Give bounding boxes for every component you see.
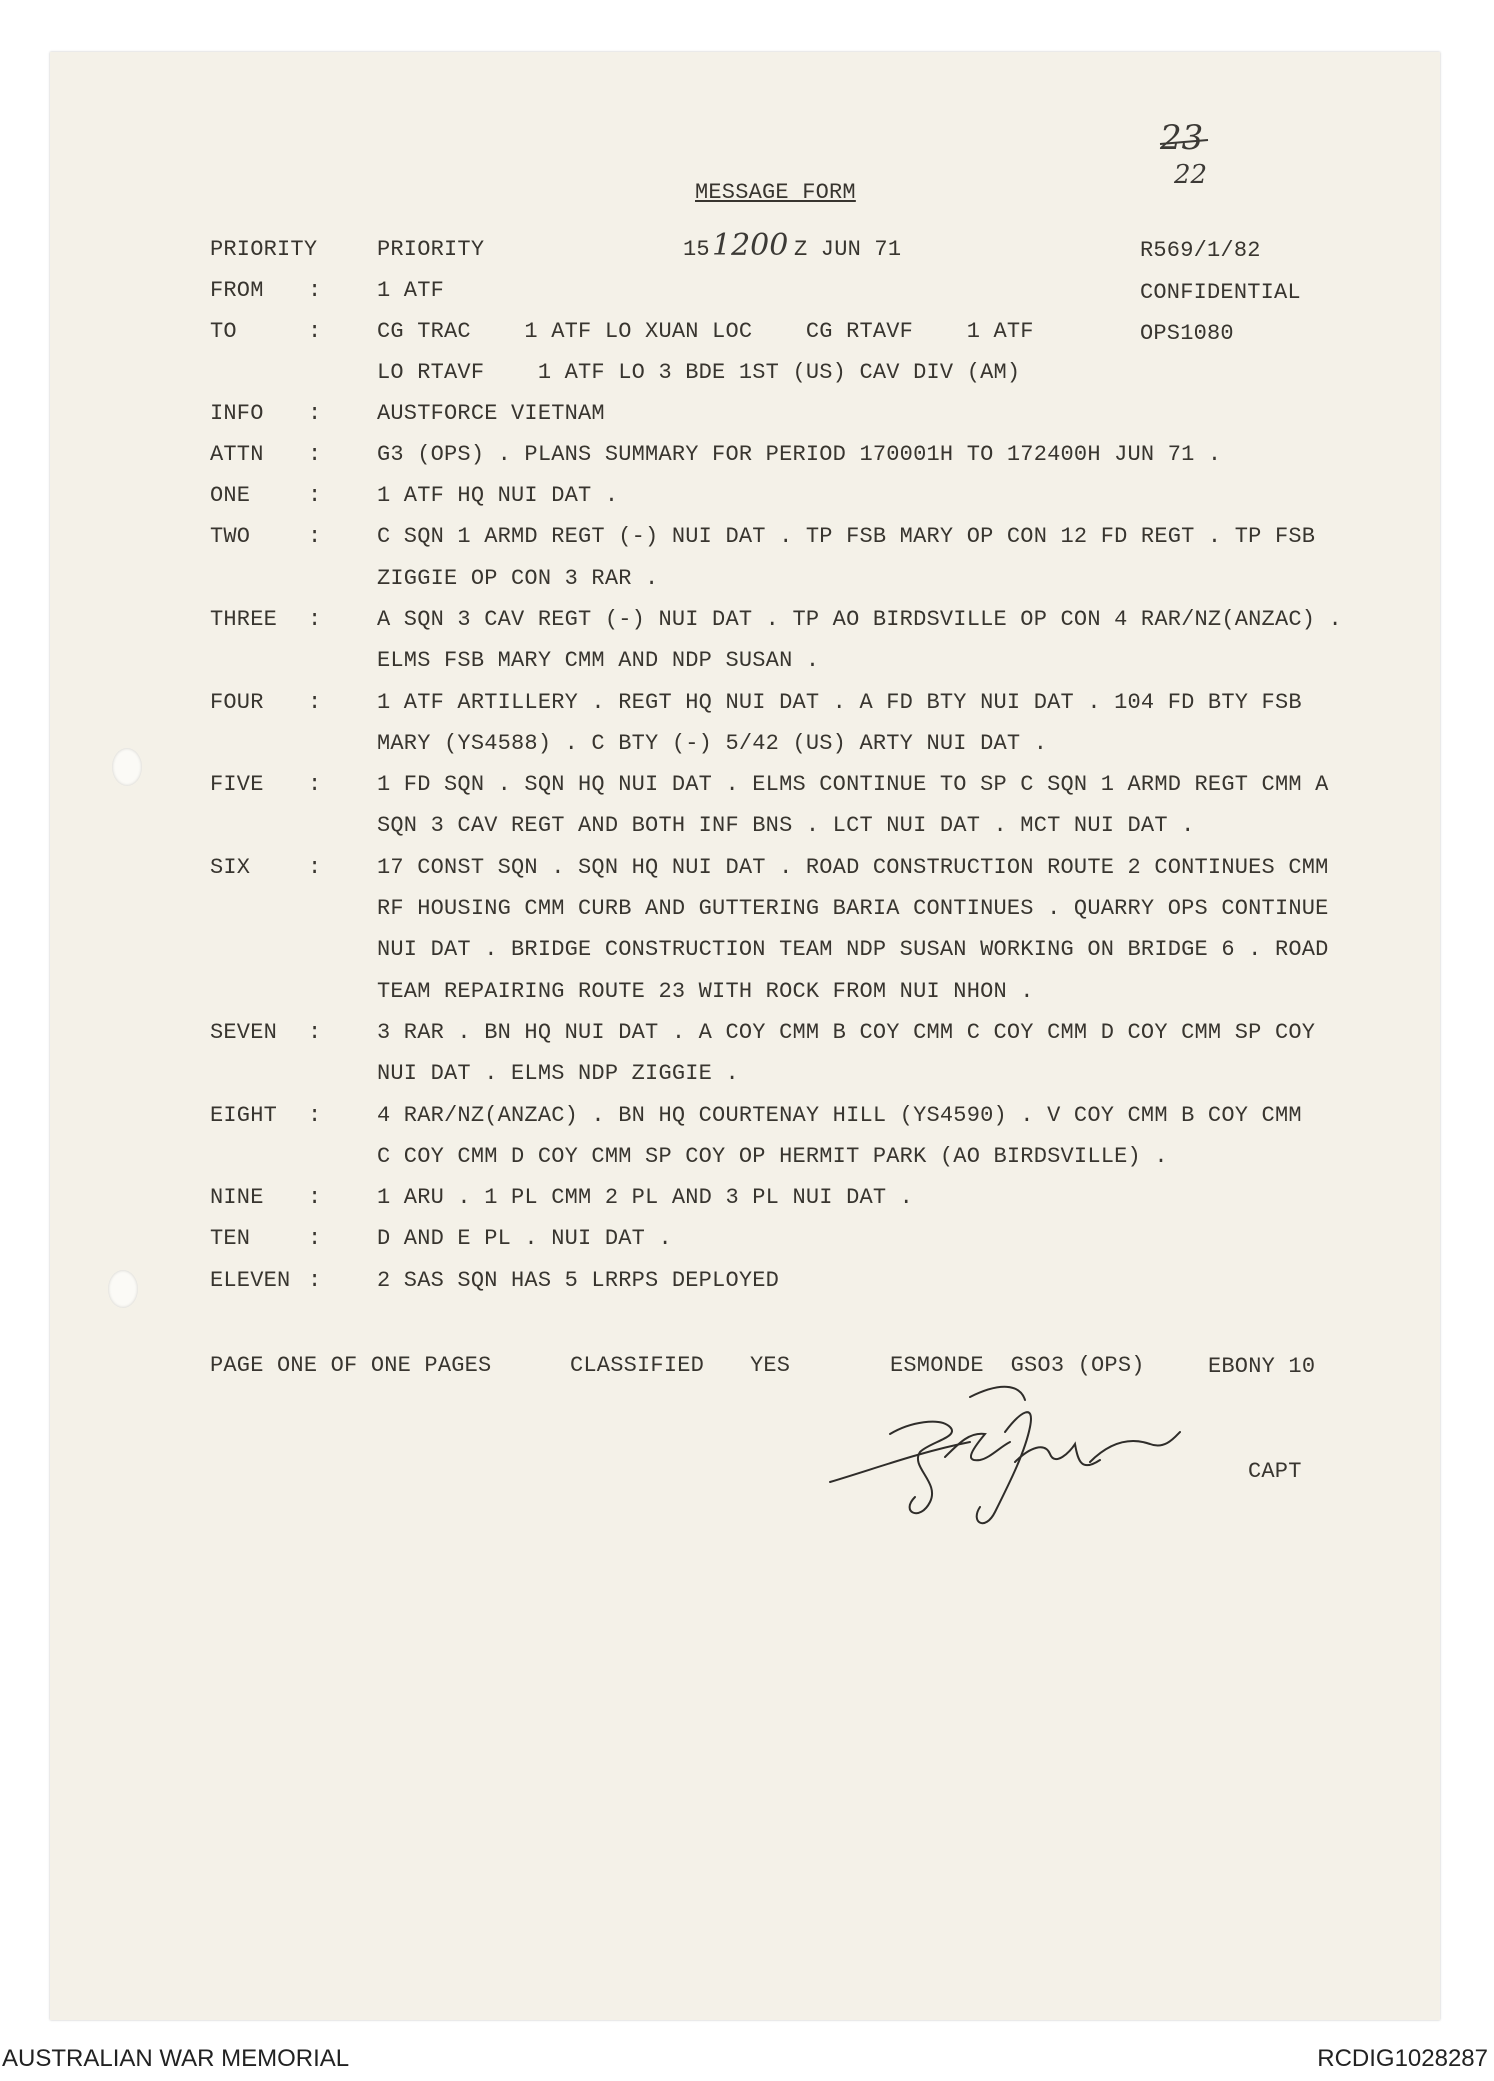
punch-hole-top: [112, 748, 142, 786]
paragraph-colon: :: [308, 1185, 322, 1211]
paragraph-label: ELEVEN: [210, 1267, 291, 1293]
paragraph-line: 1 ARU . 1 PL CMM 2 PL AND 3 PL NUI DAT .: [377, 1185, 914, 1211]
originator: ESMONDE GSO3 (OPS): [890, 1353, 1145, 1378]
paragraph-line: 2 SAS SQN HAS 5 LRRPS DEPLOYED: [377, 1267, 780, 1293]
paragraph-colon: :: [308, 1226, 322, 1252]
paragraph-label: TEN: [210, 1226, 251, 1252]
footer-document-id: RCDIG1028287: [1317, 2045, 1488, 2072]
to-colon: :: [308, 319, 322, 344]
paragraph-colon: :: [308, 524, 322, 550]
paragraph-label: FOUR: [210, 689, 264, 715]
info-label: INFO: [210, 401, 264, 426]
paragraph-line: 4 RAR/NZ(ANZAC) . BN HQ COURTENAY HILL (YS4590) . V COY CMM B COY CMM: [377, 1102, 1302, 1128]
punch-hole-bottom: [108, 1270, 138, 1308]
paragraph-colon: :: [308, 606, 322, 632]
paragraph-line: ELMS FSB MARY CMM AND NDP SUSAN .: [377, 648, 820, 674]
paragraph-line: 1 ATF ARTILLERY . REGT HQ NUI DAT . A FD BTY NUI DAT . 104 FD BTY FSB: [377, 689, 1302, 715]
paragraph-line: TEAM REPAIRING ROUTE 23 WITH ROCK FROM NUI NHON .: [377, 978, 1034, 1004]
strike-line: [1156, 132, 1216, 152]
paragraph-label: ONE: [210, 483, 251, 508]
paragraph-colon: :: [308, 854, 322, 880]
paragraph-label: SEVEN: [210, 1019, 278, 1045]
attn-label: ATTN: [210, 442, 264, 467]
footer-archive-name: AUSTRALIAN WAR MEMORIAL: [2, 2045, 350, 2072]
attn-value: G3 (OPS) . PLANS SUMMARY FOR PERIOD 170001H TO 172400H JUN 71 .: [377, 442, 1222, 467]
telephone: EBONY 10: [1208, 1354, 1316, 1379]
paragraph-label: FIVE: [210, 772, 264, 798]
form-title: MESSAGE FORM: [695, 180, 856, 205]
attn-colon: :: [308, 442, 322, 467]
paragraph-line: SQN 3 CAV REGT AND BOTH INF BNS . LCT NUI DAT . MCT NUI DAT .: [377, 813, 1195, 839]
to-line-2: LO RTAVF 1 ATF LO 3 BDE 1ST (US) CAV DIV (AM): [377, 360, 1021, 385]
paragraph-label: TWO: [210, 524, 251, 550]
to-label: TO: [210, 319, 237, 344]
document-sheet: [50, 52, 1440, 2020]
priority-label: PRIORITY: [210, 237, 318, 262]
paragraph-line: 17 CONST SQN . SQN HQ NUI DAT . ROAD CONSTRUCTION ROUTE 2 CONTINUES CMM: [377, 854, 1329, 880]
classified-label: CLASSIFIED: [570, 1353, 705, 1378]
from-label: FROM: [210, 278, 264, 303]
paragraph-line: NUI DAT . BRIDGE CONSTRUCTION TEAM NDP SUSAN WORKING ON BRIDGE 6 . ROAD: [377, 937, 1329, 963]
to-line-1: CG TRAC 1 ATF LO XUAN LOC CG RTAVF 1 ATF: [377, 319, 1034, 344]
paragraph-line: C SQN 1 ARMD REGT (-) NUI DAT . TP FSB MARY OP CON 12 FD REGT . TP FSB: [377, 524, 1316, 550]
paragraph-colon: :: [308, 689, 322, 715]
message-reference: OPS1080: [1140, 321, 1234, 346]
dtg-suffix: Z JUN 71: [794, 237, 902, 262]
paragraph-colon: :: [308, 1019, 322, 1045]
page-count: PAGE ONE OF ONE PAGES: [210, 1353, 492, 1378]
paragraph-colon: :: [308, 483, 322, 508]
paragraph-line: A SQN 3 CAV REGT (-) NUI DAT . TP AO BIRDSVILLE OP CON 4 RAR/NZ(ANZAC) .: [377, 606, 1342, 632]
paragraph-colon: :: [308, 1102, 322, 1128]
paragraph-line: 1 ATF HQ NUI DAT .: [377, 483, 619, 508]
page-number: 22: [1174, 160, 1208, 190]
paragraph-label: THREE: [210, 606, 278, 632]
priority-value: PRIORITY: [377, 237, 485, 262]
info-value: AUSTFORCE VIETNAM: [377, 401, 605, 426]
info-colon: :: [308, 401, 322, 426]
paragraph-label: NINE: [210, 1185, 264, 1211]
file-reference: R569/1/82: [1140, 238, 1261, 263]
rank: CAPT: [1248, 1459, 1302, 1484]
dtg-prefix: 15: [683, 237, 710, 262]
page-number-struck: 23: [1160, 118, 1204, 158]
classified-value: YES: [750, 1353, 791, 1378]
paragraph-line: C COY CMM D COY CMM SP COY OP HERMIT PARK (AO BIRDSVILLE) .: [377, 1143, 1168, 1169]
classification: CONFIDENTIAL: [1140, 280, 1301, 305]
from-colon: :: [308, 278, 322, 303]
paragraph-line: NUI DAT . ELMS NDP ZIGGIE .: [377, 1061, 739, 1087]
paragraph-colon: :: [308, 1267, 322, 1293]
paragraph-line: D AND E PL . NUI DAT .: [377, 1226, 672, 1252]
paragraph-line: ZIGGIE OP CON 3 RAR .: [377, 565, 659, 591]
from-value: 1 ATF: [377, 278, 445, 303]
paragraph-line: 1 FD SQN . SQN HQ NUI DAT . ELMS CONTINUE TO SP C SQN 1 ARMD REGT CMM A: [377, 772, 1329, 798]
paragraph-label: EIGHT: [210, 1102, 278, 1128]
paragraph-line: RF HOUSING CMM CURB AND GUTTERING BARIA CONTINUES . QUARRY OPS CONTINUE: [377, 896, 1329, 921]
signature: [820, 1372, 1220, 1532]
paragraph-line: 3 RAR . BN HQ NUI DAT . A COY CMM B COY CMM C COY CMM D COY CMM SP COY: [377, 1019, 1316, 1045]
paragraph-colon: :: [308, 772, 322, 798]
paragraph-label: SIX: [210, 854, 251, 880]
dtg-handwritten: 1200: [712, 228, 789, 263]
paragraph-line: MARY (YS4588) . C BTY (-) 5/42 (US) ARTY NUI DAT .: [377, 730, 1048, 756]
